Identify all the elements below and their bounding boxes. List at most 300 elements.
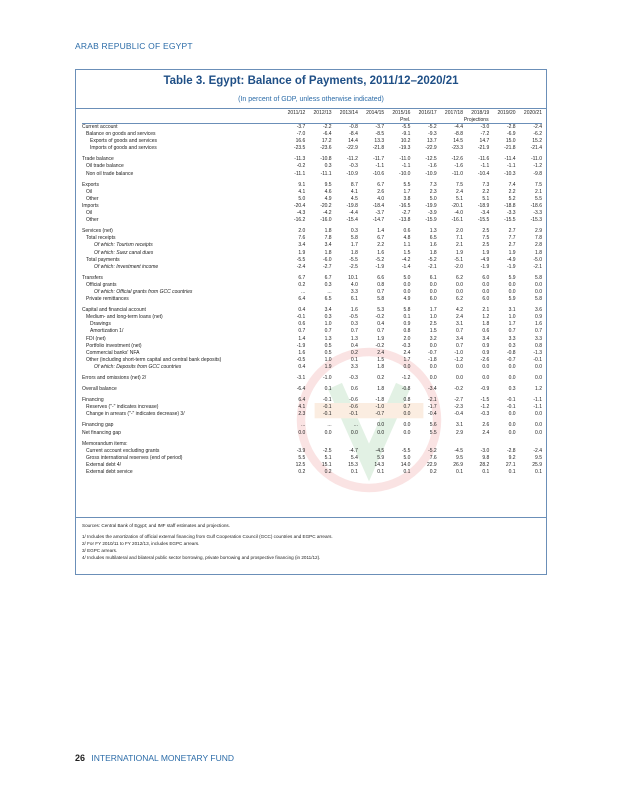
table-cell: -10.9: [425, 170, 437, 177]
table-cell: -3.7: [375, 210, 385, 217]
table-cell: 14.7: [479, 138, 490, 145]
table-cell: [463, 441, 489, 448]
table-cell: 0.3: [350, 321, 358, 328]
table-cell: -16.1: [451, 217, 463, 224]
column-header: 2016/17: [418, 110, 437, 116]
table-cell: 5.6: [429, 422, 437, 429]
table-cell: -2.0: [454, 263, 463, 270]
table-cell: -1.1: [533, 397, 542, 404]
table-cell: [358, 441, 384, 448]
row-label: Total receipts: [86, 235, 116, 242]
table-cell: -8.5: [375, 131, 385, 138]
table-row: [82, 411, 542, 418]
table-cell: 0.5: [324, 349, 332, 356]
table-cell: 0.1: [350, 469, 358, 476]
row-label: Non oil trade balance: [86, 170, 134, 177]
table-cell: -11.7: [373, 156, 385, 163]
table-cell: 0.0: [403, 422, 411, 429]
table-cell: -1.1: [480, 163, 490, 170]
table-cell: 2.4: [456, 188, 463, 195]
table-cell: 0.7: [508, 328, 516, 335]
table-cell: -19.3: [399, 145, 411, 152]
table-row: [82, 364, 542, 371]
table-cell: -3.4: [480, 210, 490, 217]
table-cell: -1.0: [375, 404, 385, 411]
table-cell: 4.2: [456, 307, 463, 314]
table-cell: 5.9: [377, 454, 385, 461]
row-label: Drawings: [90, 321, 111, 328]
page-number: 26: [75, 753, 86, 763]
table-cell: 6.7: [377, 235, 385, 242]
table-row: [82, 264, 542, 271]
table-cell: -4.3: [296, 210, 306, 217]
table-cell: -0.1: [322, 411, 332, 418]
table-cell: -3.3: [506, 210, 516, 217]
table-row: [82, 228, 542, 235]
table-cell: 1.6: [298, 349, 306, 356]
table-cell: 4.0: [377, 195, 385, 202]
table-cell: 1.4: [377, 228, 385, 235]
table-cell: -7.0: [296, 131, 306, 138]
table-cell: -2.8: [506, 124, 516, 130]
table-subtitle: (In percent of GDP, unless otherwise indicated): [238, 96, 384, 103]
table-cell: 5.1: [456, 195, 463, 202]
table-cell: 0.6: [350, 386, 358, 393]
table-cell: 0.0: [535, 363, 542, 370]
table-cell: 14.5: [453, 138, 463, 145]
table-cell: 26.9: [453, 461, 463, 468]
table-cell: 9.2: [508, 454, 516, 461]
row-label: Gross international reserves (end of period): [86, 454, 183, 461]
table-cell: -9.1: [401, 131, 411, 138]
table-cell: 7.3: [482, 181, 490, 188]
table-cell: 0.7: [456, 328, 463, 335]
table-cell: 2.2: [508, 188, 516, 195]
table-cell: -2.1: [428, 263, 437, 270]
table-cell: 6.5: [324, 296, 332, 303]
table-cell: 0.3: [324, 314, 332, 321]
row-label: Private remittances: [86, 296, 129, 303]
table-cell: -5.5: [401, 447, 411, 454]
table-cell: -1.3: [533, 349, 542, 356]
table-cell: -15.5: [504, 217, 516, 224]
table-cell: 1.5: [429, 328, 437, 335]
table-cell: 10.1: [348, 274, 358, 281]
table-cell: 5.8: [403, 307, 411, 314]
table-cell: -5.2: [375, 256, 385, 263]
table-cell: 5.9: [508, 274, 516, 281]
table-row: [82, 469, 542, 476]
table-cell: 3.4: [456, 335, 463, 342]
table-cell: 0.0: [377, 422, 385, 429]
table-cell: 3.1: [508, 307, 516, 314]
row-label: Trade balance: [82, 156, 114, 163]
table-cell: 0.2: [377, 375, 385, 381]
table-cell: 5.5: [298, 454, 306, 461]
table-cell: 0.8: [403, 397, 411, 404]
table-cell: -0.2: [375, 342, 385, 349]
table-cell: -11.2: [346, 156, 358, 163]
table-cell: 0.8: [403, 328, 411, 335]
table-cell: -1.9: [375, 263, 385, 270]
table-cell: 0.3: [508, 342, 516, 349]
table-cell: -3.0: [480, 124, 490, 130]
table-cell: -0.1: [506, 404, 516, 411]
table-cell: -5.2: [428, 124, 437, 130]
table-cell: 3.4: [324, 242, 332, 249]
table-cell: 9.5: [456, 454, 463, 461]
table-cell: 3.8: [403, 195, 411, 202]
table-cell: -8.8: [454, 131, 463, 138]
table-cell: 7.4: [508, 181, 516, 188]
note-3: 3/ EGPC arrears.: [82, 548, 118, 553]
table-cell: 5.8: [535, 296, 542, 303]
table-cell: -5.5: [349, 256, 358, 263]
column-header: 2018/19: [471, 110, 490, 116]
table-row: [82, 455, 542, 462]
table-cell: [516, 441, 542, 448]
row-label: Oil trade balance: [86, 163, 124, 170]
table-cell: 0.0: [456, 363, 463, 370]
table-cell: -16.2: [293, 217, 306, 224]
table-cell: 0.0: [535, 411, 542, 418]
table-cell: 6.4: [298, 397, 306, 404]
table-cell: 0.1: [350, 356, 358, 363]
table-cell: 0.0: [429, 288, 437, 295]
table-cell: 13.3: [374, 138, 385, 145]
row-label: Current account excluding grants: [86, 447, 160, 454]
table-cell: 7.5: [456, 181, 463, 188]
table-cell: 3.3: [350, 363, 358, 370]
table-cell: 0.4: [377, 321, 385, 328]
table-cell: [332, 441, 358, 448]
table-cell: 0.0: [482, 375, 490, 381]
projections-label: Projections: [410, 117, 542, 124]
table-cell: 4.8: [403, 235, 411, 242]
table-cell: 0.0: [403, 281, 411, 288]
table-cell: -0.3: [480, 411, 490, 418]
table-cell: 0.7: [456, 342, 463, 349]
table-cell: -19.9: [425, 202, 437, 209]
table-cell: 2.6: [482, 422, 490, 429]
table-cell: 5.0: [403, 274, 411, 281]
table-cell: 0.6: [298, 321, 306, 328]
table-cell: -1.7: [428, 404, 437, 411]
table-cell: -0.2: [296, 163, 306, 170]
table-cell: 0.0: [535, 288, 542, 295]
table-cell: -4.0: [454, 210, 463, 217]
table-cell: 5.0: [403, 454, 411, 461]
table-cell: -11.0: [399, 156, 411, 163]
table-cell: 0.0: [429, 281, 437, 288]
table-cell: 2.3: [298, 411, 306, 418]
table-cell: 2.2: [482, 188, 490, 195]
table-cell: 6.7: [377, 181, 385, 188]
table-bottom-rule: [76, 517, 546, 518]
table-cell: ...: [327, 288, 332, 295]
row-label: Of which: Tourism receipts: [94, 242, 153, 249]
table-cell: 0.0: [508, 429, 516, 436]
table-cell: -5.2: [428, 447, 437, 454]
table-cell: -0.6: [349, 404, 358, 411]
column-header: 2017/18: [444, 110, 463, 116]
table-cell: 6.1: [429, 274, 437, 281]
table-cell: 0.0: [456, 281, 463, 288]
table-cell: 5.0: [298, 195, 306, 202]
table-cell: 6.0: [482, 274, 490, 281]
table-cell: -14.7: [372, 217, 385, 224]
row-label: Imports of goods and services: [90, 145, 157, 152]
table-cell: 2.1: [456, 242, 463, 249]
table-cell: 2.0: [298, 228, 306, 235]
table-cell: 0.8: [377, 281, 385, 288]
table-cell: -4.9: [480, 256, 490, 263]
table-cell: -19.8: [346, 202, 358, 209]
table-cell: -4.7: [349, 447, 358, 454]
table-cell: 2.4: [377, 349, 385, 356]
row-label: Of which: Investment income: [94, 263, 159, 270]
table-cell: 0.6: [482, 328, 490, 335]
table-cell: -10.6: [372, 170, 385, 177]
table-cell: -3.1: [296, 375, 306, 381]
table-cell: -1.9: [506, 263, 516, 270]
table-row: [82, 441, 542, 448]
table-cell: 25.9: [532, 461, 542, 468]
table-cell: -0.8: [401, 386, 411, 393]
table-row: [82, 250, 542, 257]
table-cell: 6.5: [429, 235, 437, 242]
table-cell: 2.4: [482, 429, 490, 436]
table-cell: 0.1: [535, 469, 542, 476]
table-cell: -0.1: [349, 411, 358, 418]
table-cell: 0.3: [324, 281, 332, 288]
table-cell: -0.3: [401, 342, 411, 349]
table-cell: 1.7: [403, 188, 411, 195]
table-row: [82, 386, 542, 393]
table-row: [82, 156, 542, 163]
table-cell: 1.9: [508, 249, 516, 256]
table-cell: -4.5: [454, 447, 463, 454]
table-cell: 0.0: [429, 342, 437, 349]
table-cell: -21.4: [530, 145, 542, 152]
table-cell: -1.1: [401, 163, 411, 170]
table-cell: 6.0: [429, 296, 437, 303]
note-sources: Sources: Central Bank of Egypt; and IMF staff estimates and projections.: [82, 523, 231, 528]
column-header: 2015/16: [392, 110, 411, 116]
table-cell: -0.7: [428, 349, 437, 356]
table-cell: 6.1: [350, 296, 358, 303]
table-cell: -2.4: [533, 447, 542, 454]
table-cell: 1.3: [324, 335, 332, 342]
table-cell: -12.5: [425, 156, 437, 163]
table-cell: 4.0: [350, 281, 358, 288]
row-label: FDI (net): [86, 335, 106, 342]
table-cell: -23.6: [320, 145, 332, 152]
column-header: 2011/12: [287, 110, 306, 116]
table-row: [82, 336, 542, 343]
table-cell: -21.8: [372, 145, 385, 152]
table-cell: -18.6: [530, 202, 542, 209]
header-label-spacer: [82, 117, 279, 124]
row-label: Current account: [82, 124, 118, 130]
table-cell: 0.2: [429, 469, 437, 476]
table-cell: 17.2: [321, 138, 332, 145]
table-cell: -5.5: [401, 124, 411, 130]
table-cell: -11.0: [451, 170, 463, 177]
table-cell: 0.9: [535, 314, 542, 321]
table-cell: 3.4: [298, 242, 306, 249]
table-cell: 0.5: [324, 342, 332, 349]
table-cell: -2.4: [533, 124, 542, 130]
table-cell: 7.3: [429, 181, 437, 188]
table-cell: 14.4: [348, 138, 358, 145]
table-cell: 5.9: [508, 296, 516, 303]
table-cell: -2.7: [454, 397, 463, 404]
table-cell: -0.5: [349, 314, 358, 321]
table-cell: 1.8: [350, 249, 358, 256]
table-cell: -5.2: [428, 256, 437, 263]
table-cell: -7.2: [480, 131, 490, 138]
table-row: [82, 307, 542, 314]
table-cell: 12.5: [295, 461, 306, 468]
table-cell: 0.7: [324, 328, 332, 335]
table-cell: 15.3: [348, 461, 358, 468]
table-cell: -1.6: [428, 163, 437, 170]
table-row: [82, 171, 542, 178]
table-cell: -1.0: [322, 375, 332, 381]
table-top-rule: [76, 108, 546, 109]
table-cell: 2.5: [482, 242, 490, 249]
table-cell: 22.9: [426, 461, 437, 468]
table-cell: [410, 441, 436, 448]
table-notes: [82, 522, 333, 561]
row-label: Services (net): [82, 228, 113, 235]
table-cell: -1.8: [428, 356, 437, 363]
table-cell: 15.0: [505, 138, 516, 145]
table-cell: -1.1: [533, 404, 542, 411]
table-cell: -20.1: [451, 202, 463, 209]
table-cell: -2.4: [296, 263, 306, 270]
table-cell: -1.9: [480, 263, 490, 270]
table-cell: 2.0: [456, 228, 463, 235]
table-cell: -2.7: [322, 263, 332, 270]
table-cell: -12.6: [451, 156, 463, 163]
table-cell: 0.2: [298, 469, 306, 476]
table-cell: 7.6: [429, 454, 437, 461]
table-cell: -0.1: [533, 356, 542, 363]
table-cell: 0.1: [377, 469, 385, 476]
table-cell: 3.2: [429, 335, 437, 342]
table-row: [82, 397, 542, 404]
table-cell: 0.2: [324, 469, 332, 476]
table-cell: 0.0: [377, 429, 385, 436]
table-cell: 0.7: [535, 328, 542, 335]
table-cell: 0.3: [324, 163, 332, 170]
row-label: Exports of goods and services: [90, 138, 157, 145]
table-cell: 1.7: [403, 356, 411, 363]
table-cell: 27.1: [505, 461, 516, 468]
table-cell: -10.0: [399, 170, 411, 177]
table-row: [82, 328, 542, 335]
table-cell: ...: [353, 422, 358, 429]
table-title: Table 3. Egypt: Balance of Payments, 2011/12–2020/21: [163, 75, 459, 87]
table-cell: -2.6: [480, 356, 490, 363]
table-cell: 5.5: [429, 429, 437, 436]
row-label: Oil: [86, 210, 93, 217]
table-cell: 14.0: [400, 461, 411, 468]
page-header: ARAB REPUBLIC OF EGYPT: [75, 41, 193, 51]
table-cell: 6.0: [482, 296, 490, 303]
table-cell: 0.4: [350, 342, 358, 349]
row-label: Portfolio investment (net): [86, 342, 142, 349]
table-cell: -4.5: [375, 447, 385, 454]
table-cell: [489, 441, 515, 448]
table-body: [82, 124, 542, 477]
row-label: Of which: Deposits from GCC countries: [94, 363, 182, 370]
table-cell: ...: [301, 288, 306, 295]
table-cell: 7.8: [324, 235, 332, 242]
table-cell: -0.8: [349, 124, 358, 130]
column-header: 2014/15: [366, 110, 385, 116]
table-cell: 0.7: [377, 328, 385, 335]
table-cell: 2.6: [377, 188, 385, 195]
table-cell: -5.1: [454, 256, 463, 263]
table-cell: -0.3: [349, 375, 358, 381]
table-cell: -20.4: [293, 202, 306, 209]
table-row: [82, 357, 542, 364]
table-cell: 2.1: [482, 307, 490, 314]
table-cell: 4.5: [350, 195, 358, 202]
table-cell: 3.4: [324, 307, 332, 314]
table-header-row-2: [82, 117, 542, 124]
table-cell: 0.0: [298, 429, 306, 436]
row-label: Transfers: [82, 274, 103, 281]
table-cell: 1.1: [403, 242, 411, 249]
table-cell: -22.9: [346, 145, 358, 152]
table-row: [82, 257, 542, 264]
table-cell: 15.1: [321, 461, 332, 468]
table-cell: 0.0: [508, 281, 516, 288]
table-cell: 2.5: [482, 228, 490, 235]
table-cell: 2.5: [429, 321, 437, 328]
table-cell: 6.7: [324, 274, 332, 281]
table-cell: 7.1: [456, 235, 463, 242]
table-cell: 1.9: [377, 335, 385, 342]
table-cell: 0.7: [403, 404, 411, 411]
table-cell: -1.6: [454, 163, 463, 170]
table-cell: 4.1: [298, 188, 306, 195]
table-cell: -1.9: [296, 342, 306, 349]
row-label: External debt service: [86, 469, 133, 476]
table-cell: 1.7: [429, 307, 437, 314]
table-cell: -1.8: [375, 397, 385, 404]
table-cell: -0.4: [428, 411, 437, 418]
table-row: [82, 196, 542, 203]
table-cell: -23.5: [293, 145, 306, 152]
table-cell: 3.3: [350, 288, 358, 295]
table-cell: -0.3: [349, 163, 358, 170]
row-label: Medium- and long-term loans (net): [86, 314, 163, 321]
table-cell: 0.7: [298, 328, 306, 335]
table-cell: -0.1: [296, 314, 306, 321]
table-row: [82, 124, 542, 132]
table-cell: -11.4: [504, 156, 516, 163]
table-cell: 0.9: [403, 321, 411, 328]
table-cell: -6.2: [533, 131, 542, 138]
table-cell: 4.1: [298, 404, 306, 411]
table-cell: 8.7: [350, 181, 358, 188]
row-label: Exports: [82, 181, 99, 188]
